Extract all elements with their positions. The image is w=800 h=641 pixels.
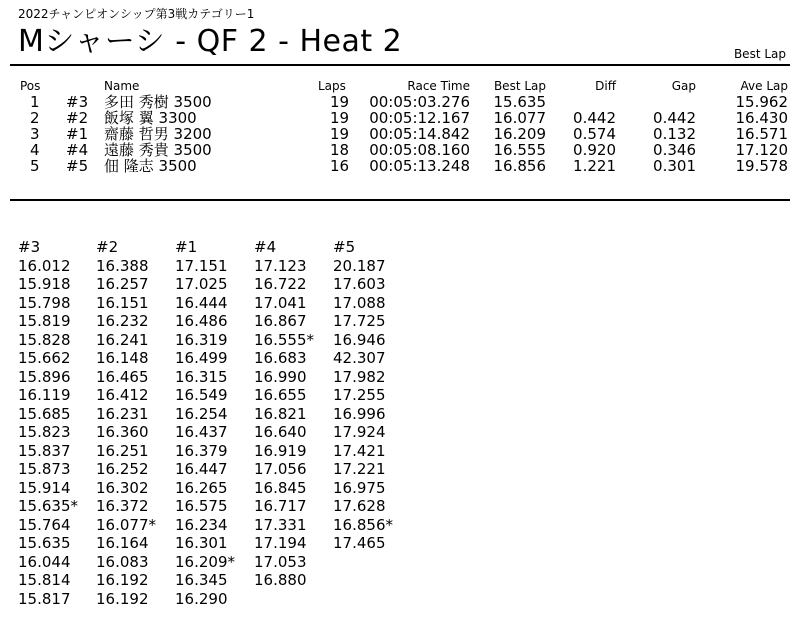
lap-time-cell: 16.575 (175, 497, 228, 515)
column-header-ave-lap: Ave Lap (740, 79, 788, 93)
lap-time-cell: 15.896 (18, 367, 71, 386)
lap-time-cell: 15.819 (18, 312, 71, 330)
race-time-cell: 00:05:12.167 (369, 109, 470, 127)
driver-name-cell: 飯塚 翼 3300 (104, 109, 197, 127)
lap-time-cell: 16.148 (96, 349, 149, 367)
driver-name-cell: 多田 秀樹 3500 (104, 93, 212, 111)
lap-time-cell: 16.372 (96, 497, 149, 515)
lap-time-cell: 16.345 (175, 571, 228, 589)
lap-time-cell: 17.465 (333, 534, 386, 552)
lap-time-cell: 16.301 (175, 534, 228, 552)
lap-time-cell: 17.628 (333, 497, 386, 515)
lap-time-cell: 16.012 (18, 256, 71, 275)
results-row (14, 126, 790, 142)
results-row (14, 142, 790, 158)
top-divider (10, 64, 790, 66)
lap-time-cell: 16.640 (254, 423, 307, 441)
lap-column-header: #2 (96, 238, 119, 256)
lap-time-cell: 16.257 (96, 275, 149, 293)
lap-times-column (333, 238, 393, 553)
lap-time-cell: 16.444 (175, 293, 228, 312)
best-lap-cell: 16.555 (493, 141, 546, 159)
lap-time-cell: 16.151 (96, 293, 149, 312)
lap-time-cell: 16.251 (96, 441, 149, 460)
best-lap-cell: 16.077 (493, 109, 546, 127)
lap-time-cell: 16.486 (175, 312, 228, 330)
lap-times-column (18, 238, 78, 608)
lap-time-cell: 17.331 (254, 515, 307, 534)
diff-cell: 0.920 (573, 141, 616, 159)
lap-time-cell: 16.241 (96, 330, 149, 349)
event-subtitle: 2022チャンピオンシップ第3戦カテゴリー1 (18, 7, 255, 21)
lap-time-cell: 15.798 (18, 293, 71, 312)
diff-cell: 0.442 (573, 109, 616, 127)
lap-time-cell: 20.187 (333, 256, 386, 275)
laps-cell: 19 (330, 93, 350, 111)
lap-time-cell: 16.412 (96, 386, 149, 404)
ave-lap-cell: 19.578 (735, 157, 788, 175)
lap-time-cell: 17.982 (333, 367, 386, 386)
lap-time-cell: 15.817 (18, 589, 71, 608)
lap-time-cell: 16.234 (175, 515, 228, 534)
gap-cell: 0.301 (653, 157, 696, 175)
race-time-cell: 00:05:03.276 (369, 93, 470, 111)
best-lap-cell: 16.856 (493, 157, 546, 175)
lap-time-cell: 16.319 (175, 330, 228, 349)
lap-column-header: #1 (175, 238, 198, 256)
lap-time-cell: 16.360 (96, 423, 149, 441)
lap-time-cell: 17.053 (254, 552, 307, 571)
gap-cell: 0.132 (653, 125, 696, 143)
lap-time-cell: 16.555* (254, 330, 314, 349)
lap-time-cell: 16.192 (96, 571, 149, 589)
race-time-cell: 00:05:14.842 (369, 125, 470, 143)
lap-time-cell: 16.919 (254, 441, 307, 460)
lap-time-cell: 17.194 (254, 534, 307, 552)
lap-time-cell: 17.255 (333, 386, 386, 404)
ave-lap-cell: 16.430 (735, 109, 788, 127)
pos-cell: 4 (30, 141, 40, 159)
lap-time-cell: 16.290 (175, 589, 228, 608)
lap-time-cell: 16.499 (175, 349, 228, 367)
results-row (14, 110, 790, 126)
lap-column-header: #3 (18, 238, 41, 256)
driver-name-cell: 齋藤 哲男 3200 (104, 125, 212, 143)
lap-time-cell: 16.265 (175, 478, 228, 497)
lap-time-cell: 16.164 (96, 534, 149, 552)
lap-time-cell: 16.856* (333, 515, 393, 534)
car-number-cell: #5 (66, 157, 89, 175)
lap-time-cell: 16.996 (333, 404, 386, 423)
best-lap-cell: 16.209 (493, 125, 546, 143)
lap-time-cell: 15.685 (18, 404, 71, 423)
column-header-best-lap: Best Lap (493, 79, 546, 93)
lap-time-cell: 16.231 (96, 404, 149, 423)
lap-time-cell: 15.873 (18, 460, 71, 478)
lap-time-cell: 16.975 (333, 478, 386, 497)
car-number-cell: #4 (66, 141, 89, 159)
results-header-row (14, 79, 790, 93)
lap-time-cell: 17.123 (254, 256, 307, 275)
lap-time-cell: 15.828 (18, 330, 71, 349)
lap-time-cell: 17.056 (254, 460, 307, 478)
lap-time-cell: 17.041 (254, 293, 307, 312)
lap-time-cell: 16.437 (175, 423, 228, 441)
race-time-cell: 00:05:08.160 (369, 141, 470, 159)
lap-time-cell: 16.119 (18, 386, 71, 404)
ave-lap-cell: 16.571 (735, 125, 788, 143)
lap-time-cell: 15.635 (18, 534, 71, 552)
laps-cell: 18 (330, 141, 350, 159)
race-time-cell: 00:05:13.248 (369, 157, 470, 175)
lap-time-cell: 16.867 (254, 312, 307, 330)
results-row (14, 94, 790, 110)
lap-times-column (96, 238, 156, 608)
lap-time-cell: 17.088 (333, 293, 386, 312)
lap-time-cell: 16.252 (96, 460, 149, 478)
results-table (14, 79, 790, 174)
lap-time-cell: 16.845 (254, 478, 307, 497)
lap-time-cell: 15.914 (18, 478, 71, 497)
lap-time-cell: 16.315 (175, 367, 228, 386)
column-header-laps: Laps (318, 79, 346, 93)
lap-time-cell: 16.209* (175, 552, 235, 571)
lap-time-cell: 16.880 (254, 571, 307, 589)
lap-time-cell: 15.764 (18, 515, 71, 534)
laps-cell: 19 (330, 125, 350, 143)
car-number-cell: #3 (66, 93, 89, 111)
lap-time-cell: 17.025 (175, 275, 228, 293)
lap-time-cell: 16.044 (18, 552, 71, 571)
column-header-gap: Gap (671, 79, 696, 93)
lap-time-cell: 17.151 (175, 256, 228, 275)
lap-time-cell: 16.990 (254, 367, 307, 386)
driver-name-cell: 遠藤 秀貴 3500 (104, 141, 212, 159)
lap-time-cell: 16.549 (175, 386, 228, 404)
lap-time-cell: 16.683 (254, 349, 307, 367)
pos-cell: 1 (30, 93, 40, 111)
lap-time-cell: 16.254 (175, 404, 228, 423)
ave-lap-cell: 17.120 (735, 141, 788, 159)
diff-cell: 1.221 (573, 157, 616, 175)
laps-cell: 19 (330, 109, 350, 127)
lap-column-header: #5 (333, 238, 356, 256)
lap-time-cell: 17.221 (333, 460, 386, 478)
lap-time-cell: 15.918 (18, 275, 71, 293)
lap-time-cell: 16.465 (96, 367, 149, 386)
gap-cell: 0.346 (653, 141, 696, 159)
lap-time-cell: 16.946 (333, 330, 386, 349)
best-lap-label: Best Lap (733, 47, 786, 61)
lap-column-header: #4 (254, 238, 277, 256)
lap-time-cell: 16.302 (96, 478, 149, 497)
diff-cell: 0.574 (573, 125, 616, 143)
lap-time-cell: 16.077* (96, 515, 156, 534)
lap-time-cell: 15.814 (18, 571, 71, 589)
lap-time-cell: 17.725 (333, 312, 386, 330)
lap-time-cell: 16.821 (254, 404, 307, 423)
car-number-cell: #1 (66, 125, 89, 143)
lap-time-cell: 16.192 (96, 589, 149, 608)
lap-time-cell: 17.924 (333, 423, 386, 441)
pos-cell: 5 (30, 157, 40, 175)
lap-time-cell: 15.662 (18, 349, 71, 367)
driver-name-cell: 佃 隆志 3500 (104, 157, 197, 175)
page-title: Mシャーシ - QF 2 - Heat 2 (18, 24, 403, 59)
lap-times-column (254, 238, 314, 590)
best-lap-cell: 15.635 (493, 93, 546, 111)
laps-cell: 16 (330, 157, 350, 175)
lap-time-cell: 16.717 (254, 497, 307, 515)
lap-time-cell: 16.655 (254, 386, 307, 404)
lap-time-cell: 17.421 (333, 441, 386, 460)
lap-time-cell: 16.447 (175, 460, 228, 478)
lap-time-cell: 16.379 (175, 441, 228, 460)
ave-lap-cell: 15.962 (735, 93, 788, 111)
column-header-diff: Diff (595, 79, 616, 93)
lap-time-cell: 16.083 (96, 552, 149, 571)
lap-time-cell: 15.635* (18, 497, 78, 515)
bottom-divider (10, 199, 790, 201)
lap-time-cell: 16.722 (254, 275, 307, 293)
lap-time-cell: 16.232 (96, 312, 149, 330)
lap-time-cell: 17.603 (333, 275, 386, 293)
lap-time-cell: 15.837 (18, 441, 71, 460)
results-row (14, 158, 790, 174)
car-number-cell: #2 (66, 109, 89, 127)
column-header-name: Name (104, 79, 140, 93)
column-header-race-time: Race Time (407, 79, 470, 93)
lap-time-cell: 42.307 (333, 349, 386, 367)
lap-time-cell: 16.388 (96, 256, 149, 275)
pos-cell: 3 (30, 125, 40, 143)
lap-times-column (175, 238, 235, 608)
lap-time-cell: 15.823 (18, 423, 71, 441)
column-header-pos: Pos (20, 79, 41, 93)
pos-cell: 2 (30, 109, 40, 127)
gap-cell: 0.442 (653, 109, 696, 127)
